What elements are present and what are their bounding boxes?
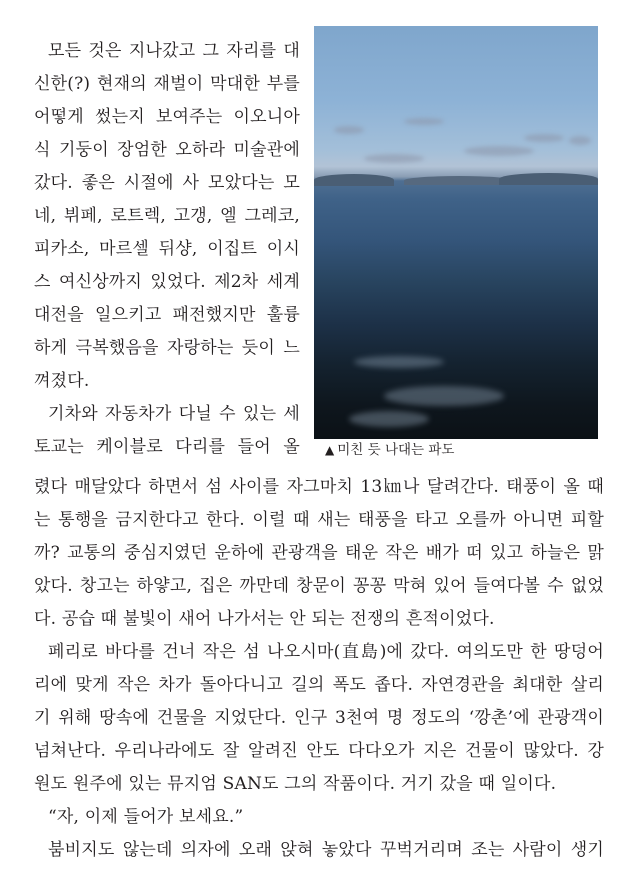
paragraph-2-line: 았다. 창고는 하얗고, 집은 까만데 창문이 꽁꽁 막혀 있어 들여다볼 수 없었 bbox=[34, 576, 604, 596]
paragraph-4-line: 붐비지도 않는데 의자에 오래 앉혀 놓았다 꾸벅거리며 조는 사람이 생기 bbox=[48, 840, 604, 860]
photo-caption bbox=[325, 441, 454, 459]
paragraph-1-line: 신한(?) 현재의 재벌이 막대한 부를 bbox=[34, 74, 300, 94]
sea-photo bbox=[314, 26, 598, 439]
paragraph-2-line: 까? 교통의 중심지였던 운하에 관광객을 태운 작은 배가 떠 있고 하늘은 맑 bbox=[34, 543, 604, 563]
paragraph-3-line: 리에 맞게 작은 차가 돌아다니고 길의 폭도 좁다. 자연경관을 최대한 살리 bbox=[34, 675, 604, 695]
paragraph-2-line: 는 통행을 금지한다고 한다. 이럴 때 새는 태풍을 타고 오를까 아니면 피할 bbox=[34, 510, 604, 530]
paragraph-2-line: 렸다 매달았다 하면서 섬 사이를 자그마치 13㎞나 달려간다. 태풍이 올 때 bbox=[34, 477, 604, 497]
paragraph-3-line: 페리로 바다를 건너 작은 섬 나오시마(直島)에 갔다. 여의도만 한 땅덩어 bbox=[48, 642, 604, 662]
paragraph-2-line: 토교는 케이블로 다리를 들어 올 bbox=[34, 437, 300, 457]
caption-text: 미친 듯 나대는 파도 bbox=[337, 442, 455, 458]
paragraph-1-line: 식 기둥이 장엄한 오하라 미술관에 bbox=[34, 140, 300, 160]
paragraph-1-line: 대전을 일으키고 패전했지만 훌륭 bbox=[34, 305, 300, 325]
dialogue-line: “자, 이제 들어가 보세요.” bbox=[48, 807, 244, 827]
paragraph-1-line: 껴졌다. bbox=[34, 371, 90, 391]
paragraph-3-line: 원도 원주에 있는 뮤지엄 SAN도 그의 작품이다. 거기 갔을 때 일이다. bbox=[34, 774, 557, 794]
paragraph-3-line: 넘쳐난다. 우리나라에도 잘 알려진 안도 다다오가 지은 건물이 많았다. 강 bbox=[34, 741, 604, 761]
paragraph-1-line: 어떻게 썼는지 보여주는 이오니아 bbox=[34, 107, 300, 127]
paragraph-2-line: 기차와 자동차가 다닐 수 있는 세 bbox=[48, 404, 300, 424]
paragraph-1-line: 모든 것은 지나갔고 그 자리를 대 bbox=[48, 41, 300, 61]
paragraph-1-line: 하게 극복했음을 자랑하는 듯이 느 bbox=[34, 338, 300, 358]
paragraph-3-line: 기 위해 땅속에 건물을 지었단다. 인구 3천여 명 정도의 ‘깡촌’에 관광객이 bbox=[34, 708, 604, 728]
paragraph-2-line: 다. 공습 때 불빛이 새어 나가서는 안 되는 전쟁의 흔적이었다. bbox=[34, 609, 495, 629]
triangle-marker-icon: ▲ bbox=[325, 443, 335, 457]
paragraph-1-line: 피카소, 마르셀 뒤샹, 이집트 이시 bbox=[34, 239, 300, 259]
paragraph-1-line: 스 여신상까지 있었다. 제2차 세계 bbox=[34, 272, 300, 292]
paragraph-1-line: 갔다. 좋은 시절에 사 모았다는 모 bbox=[34, 173, 300, 193]
paragraph-1-line: 네, 뷔페, 로트렉, 고갱, 엘 그레코, bbox=[34, 206, 300, 226]
